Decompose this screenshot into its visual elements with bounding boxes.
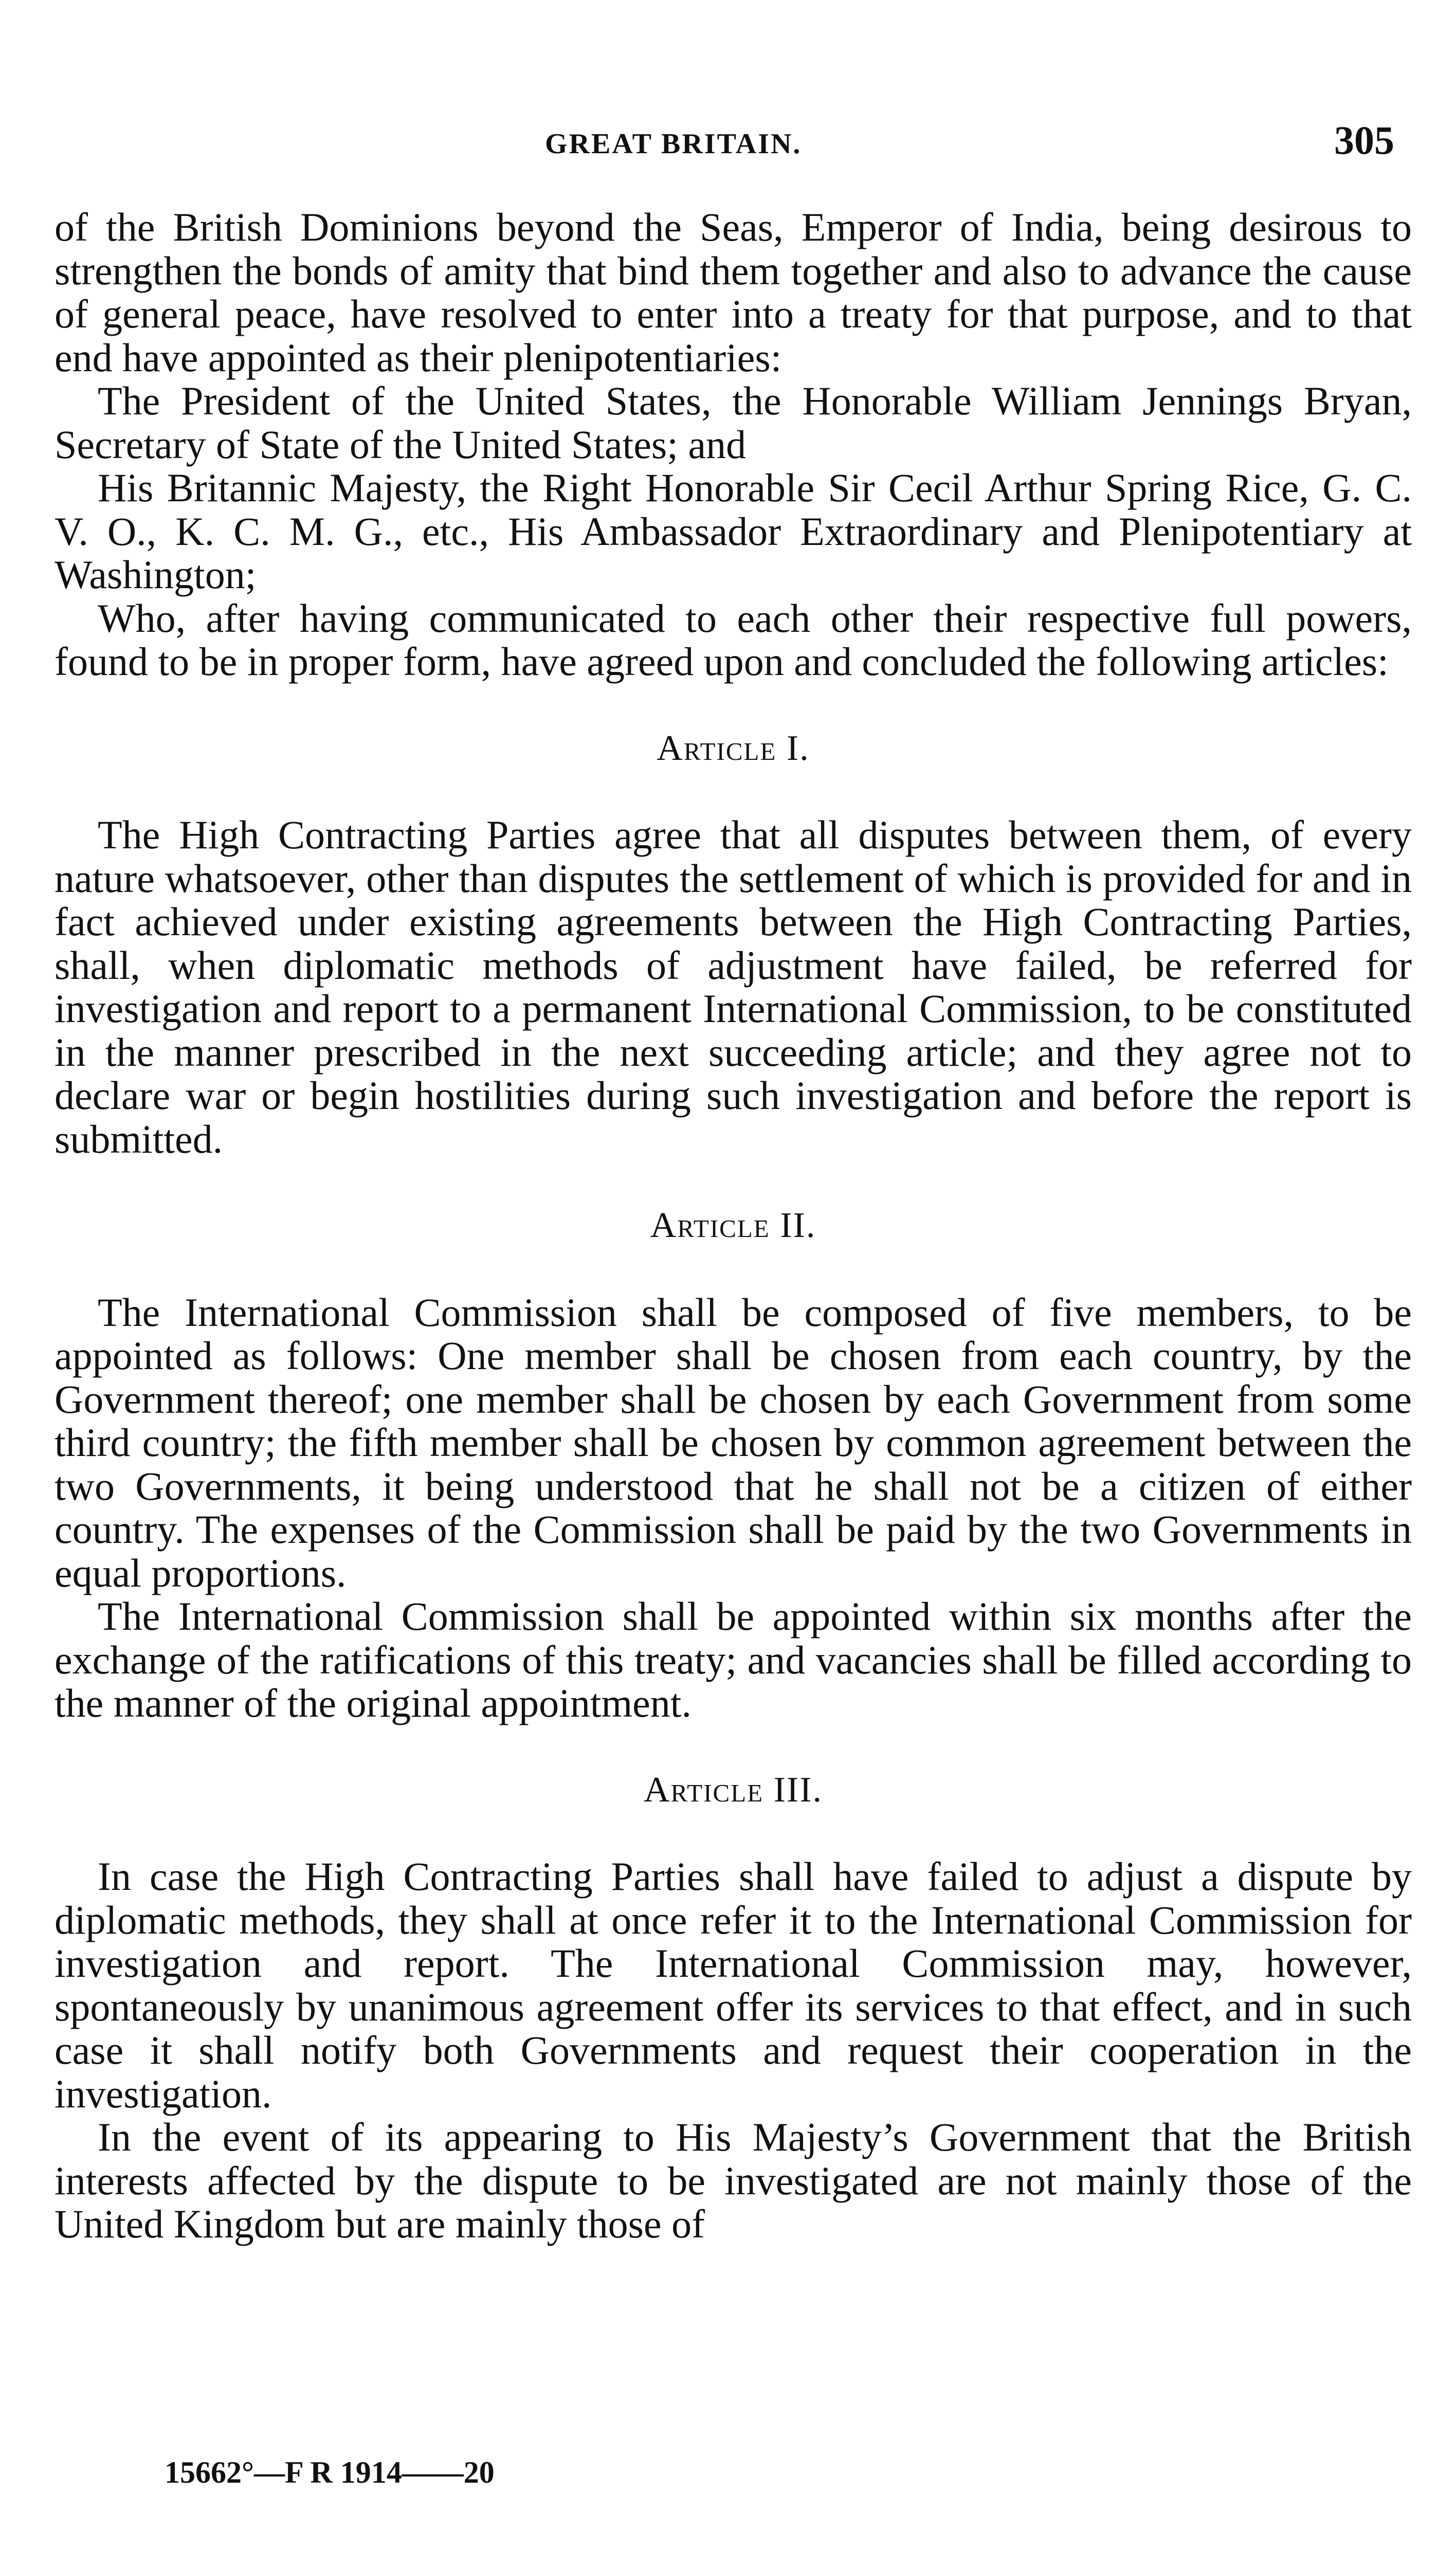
print-signature: 15662°—F R 1914——20 [165, 2455, 495, 2489]
paragraph: His Britannic Majesty, the Right Honorable Sir Cecil Arthur Spring Rice, G. C. V. O., K. C. M. G., etc., His Ambassador Extraordinary and Plenipotentiary at Washington; [54, 465, 1412, 597]
page-number: 305 [1334, 118, 1394, 162]
document-body [54, 206, 1412, 2246]
article-heading: Article II. [650, 1206, 816, 1245]
paragraph: In case the High Contracting Parties shall have failed to adjust a dispute by diplomatic methods, they shall at once refer it to the International Commission for investigation and report. The International Commission may, however, spontaneously by unanimous agreement offer its services to that effect, and in such case it shall notify both Governments and request their cooperation in the investigation. [54, 1854, 1412, 2116]
paragraph: The High Contracting Parties agree that all disputes between them, of every nature whatsoever, other than disputes the settlement of which is provided for and in fact achieved under existing agreements between the High Contracting Parties, shall, when diplomatic methods of adjustment have failed, be referred for investigation and report to a permanent International Commission, to be constituted in the manner prescribed in the next succeeding article; and they agree not to declare war or begin hostilities during such investigation and before the report is submitted. [54, 812, 1412, 1161]
article-heading: Article I. [657, 728, 810, 768]
paragraph: The International Commission shall be composed of five members, to be appointed as follows: One member shall be chosen from each country, by the Government thereof; one member shall be chosen by each Government from some third country; the fifth member shall be chosen by common agreement between the two Governments, it being understood that he shall not be a citizen of either country. The expenses of the Commission shall be paid by the two Governments in equal proportions. [54, 1289, 1412, 1595]
paragraph: The International Commission shall be appointed within six months after the exchange of the ratifications of this treaty; and vacancies shall be filled according to the manner of the original appointment. [54, 1594, 1412, 1725]
paragraph: In the event of its appearing to His Majesty’s Government that the British interests affected by the dispute to be investigated are not mainly those of the United Kingdom but are mainly those of [54, 2115, 1412, 2246]
article-heading: Article III. [643, 1770, 823, 1810]
paragraph: Who, after having communicated to each other their respective full powers, found to be in proper form, have agreed upon and concluded the following articles: [54, 595, 1412, 684]
paragraph: The President of the United States, the Honorable William Jennings Bryan, Secretary of State of the United States; and [54, 378, 1412, 467]
paragraph: of the British Dominions beyond the Seas, Emperor of India, being desirous to strengthen the bonds of amity that bind them together and also to advance the cause of general peace, have resolved to enter into a treaty for that purpose, and to that end have appointed as their plenipotentiaries: [54, 205, 1412, 380]
running-head: GREAT BRITAIN. [545, 128, 802, 160]
